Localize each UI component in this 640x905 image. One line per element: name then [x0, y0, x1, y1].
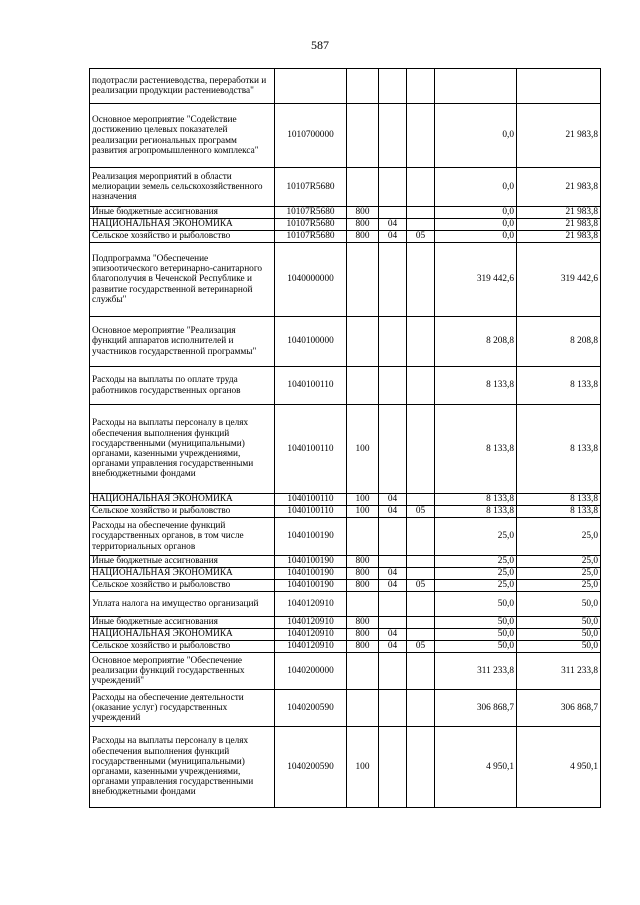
row-subsection — [407, 317, 435, 367]
row-expense-type: 800 — [347, 629, 379, 641]
row-sum-1: 306 868,7 — [435, 690, 517, 727]
row-sum-1: 50,0 — [435, 641, 517, 653]
row-code: 10107R5680 — [275, 231, 347, 243]
row-sum-1: 50,0 — [435, 629, 517, 641]
row-sum-2: 50,0 — [517, 592, 601, 617]
row-name: НАЦИОНАЛЬНАЯ ЭКОНОМИКА — [90, 629, 275, 641]
table-row — [90, 231, 601, 243]
row-sum-2: 21 983,8 — [517, 168, 601, 207]
table-row — [90, 518, 601, 556]
row-sum-1: 25,0 — [435, 556, 517, 568]
table-body — [90, 69, 601, 808]
row-name: Сельское хозяйство и рыболовство — [90, 231, 275, 243]
row-expense-type: 800 — [347, 568, 379, 580]
row-expense-type: 800 — [347, 207, 379, 219]
row-name: Расходы на выплаты персоналу в целях обеспечения выполнения функций государственными (муниципальными) органами, казенными учреждениями, органами управления государственными внебюджетными фондами — [90, 727, 275, 808]
row-subsection — [407, 405, 435, 494]
row-subsection — [407, 592, 435, 617]
row-name: подотрасли растениеводства, переработки и реализации продукции растениеводства" — [90, 69, 275, 104]
row-code: 1040100110 — [275, 494, 347, 506]
row-subsection: 05 — [407, 580, 435, 592]
row-sum-1: 0,0 — [435, 231, 517, 243]
row-subsection — [407, 617, 435, 629]
row-section: 04 — [379, 506, 407, 518]
row-code: 1040120910 — [275, 641, 347, 653]
row-sum-2: 311 233,8 — [517, 653, 601, 690]
row-sum-2: 8 133,8 — [517, 405, 601, 494]
row-expense-type: 800 — [347, 580, 379, 592]
row-sum-1: 0,0 — [435, 207, 517, 219]
row-sum-2: 50,0 — [517, 617, 601, 629]
row-expense-type — [347, 367, 379, 405]
row-section: 04 — [379, 219, 407, 231]
row-code — [275, 69, 347, 104]
table-row — [90, 690, 601, 727]
row-sum-2: 306 868,7 — [517, 690, 601, 727]
row-section: 04 — [379, 641, 407, 653]
table-row — [90, 367, 601, 405]
row-expense-type — [347, 653, 379, 690]
row-subsection — [407, 518, 435, 556]
row-subsection — [407, 629, 435, 641]
row-name: Расходы на обеспечение деятельности (оказание услуг) государственных учреждений — [90, 690, 275, 727]
row-sum-2: 21 983,8 — [517, 104, 601, 168]
row-expense-type — [347, 690, 379, 727]
row-sum-2: 4 950,1 — [517, 727, 601, 808]
row-sum-1: 8 133,8 — [435, 494, 517, 506]
row-section — [379, 690, 407, 727]
table-row — [90, 168, 601, 207]
row-sum-2: 25,0 — [517, 568, 601, 580]
row-expense-type: 800 — [347, 231, 379, 243]
row-sum-2: 21 983,8 — [517, 207, 601, 219]
table-row — [90, 506, 601, 518]
row-sum-2: 25,0 — [517, 518, 601, 556]
row-section — [379, 727, 407, 808]
row-subsection — [407, 168, 435, 207]
row-code: 1040200590 — [275, 690, 347, 727]
table-row — [90, 405, 601, 494]
row-code: 1040100110 — [275, 506, 347, 518]
row-name: Расходы на выплаты персоналу в целях обеспечения выполнения функций государственными (муниципальными) органами, казенными учреждениями, органами управления государственными внебюджетными фондами — [90, 405, 275, 494]
table-row — [90, 317, 601, 367]
row-section — [379, 405, 407, 494]
row-section — [379, 367, 407, 405]
row-code: 1040100110 — [275, 367, 347, 405]
row-expense-type — [347, 168, 379, 207]
row-sum-2: 50,0 — [517, 641, 601, 653]
row-code: 1040120910 — [275, 617, 347, 629]
row-code: 10107R5680 — [275, 168, 347, 207]
row-sum-2: 25,0 — [517, 556, 601, 568]
table-row — [90, 617, 601, 629]
row-code: 1040100190 — [275, 518, 347, 556]
table-row — [90, 653, 601, 690]
row-section: 04 — [379, 494, 407, 506]
row-subsection — [407, 727, 435, 808]
row-section — [379, 317, 407, 367]
table-row — [90, 104, 601, 168]
row-subsection — [407, 556, 435, 568]
table-row — [90, 243, 601, 317]
row-code: 1040200000 — [275, 653, 347, 690]
row-expense-type — [347, 317, 379, 367]
table-row — [90, 69, 601, 104]
row-section — [379, 243, 407, 317]
row-expense-type — [347, 69, 379, 104]
row-subsection: 05 — [407, 506, 435, 518]
row-name: НАЦИОНАЛЬНАЯ ЭКОНОМИКА — [90, 219, 275, 231]
table-row — [90, 641, 601, 653]
row-sum-1: 0,0 — [435, 168, 517, 207]
table-row — [90, 207, 601, 219]
row-subsection: 05 — [407, 641, 435, 653]
row-sum-1: 8 133,8 — [435, 367, 517, 405]
row-name: Основное мероприятие "Обеспечение реализации функций государственных учреждений" — [90, 653, 275, 690]
row-name: Иные бюджетные ассигнования — [90, 617, 275, 629]
row-sum-1: 25,0 — [435, 580, 517, 592]
table-row — [90, 727, 601, 808]
row-code: 1040200590 — [275, 727, 347, 808]
row-name: Уплата налога на имущество организаций — [90, 592, 275, 617]
row-subsection — [407, 494, 435, 506]
row-sum-2: 8 133,8 — [517, 506, 601, 518]
row-sum-1: 25,0 — [435, 568, 517, 580]
table-row — [90, 494, 601, 506]
row-sum-2: 21 983,8 — [517, 219, 601, 231]
row-expense-type: 800 — [347, 617, 379, 629]
table-row — [90, 592, 601, 617]
row-name: Расходы на выплаты по оплате труда работников государственных органов — [90, 367, 275, 405]
row-name: Основное мероприятие "Реализация функций аппаратов исполнителей и участников государственной программы" — [90, 317, 275, 367]
row-sum-1: 0,0 — [435, 219, 517, 231]
row-expense-type — [347, 592, 379, 617]
row-section — [379, 207, 407, 219]
row-subsection — [407, 219, 435, 231]
page-number: 587 — [311, 38, 329, 52]
row-name: Подпрограмма "Обеспечение эпизоотического ветеринарно-санитарного благополучия в Чеченской Республике и развитие государственной ветеринарной службы" — [90, 243, 275, 317]
row-name: Сельское хозяйство и рыболовство — [90, 580, 275, 592]
row-sum-2: 25,0 — [517, 580, 601, 592]
row-subsection — [407, 367, 435, 405]
row-section: 04 — [379, 568, 407, 580]
row-name: Расходы на обеспечение функций государственных органов, в том числе территориальных органов — [90, 518, 275, 556]
row-sum-2: 50,0 — [517, 629, 601, 641]
row-sum-1: 50,0 — [435, 592, 517, 617]
table-row — [90, 219, 601, 231]
row-section — [379, 592, 407, 617]
row-expense-type: 800 — [347, 641, 379, 653]
row-code: 1040120910 — [275, 629, 347, 641]
row-sum-2: 8 208,8 — [517, 317, 601, 367]
row-subsection — [407, 653, 435, 690]
row-code: 1040120910 — [275, 592, 347, 617]
row-section: 04 — [379, 629, 407, 641]
row-code: 1040100110 — [275, 405, 347, 494]
row-name: НАЦИОНАЛЬНАЯ ЭКОНОМИКА — [90, 494, 275, 506]
budget-table — [89, 68, 601, 808]
table-row — [90, 556, 601, 568]
row-code: 1010700000 — [275, 104, 347, 168]
row-section — [379, 168, 407, 207]
row-code: 10107R5680 — [275, 219, 347, 231]
row-section — [379, 617, 407, 629]
row-code: 1040100190 — [275, 556, 347, 568]
row-expense-type: 800 — [347, 556, 379, 568]
row-section: 04 — [379, 580, 407, 592]
row-sum-1: 319 442,6 — [435, 243, 517, 317]
row-sum-1: 8 133,8 — [435, 506, 517, 518]
row-name: Сельское хозяйство и рыболовство — [90, 506, 275, 518]
row-expense-type: 100 — [347, 494, 379, 506]
row-code: 1040100190 — [275, 568, 347, 580]
row-subsection: 05 — [407, 231, 435, 243]
row-expense-type: 100 — [347, 727, 379, 808]
row-sum-1 — [435, 69, 517, 104]
row-name: Иные бюджетные ассигнования — [90, 207, 275, 219]
row-section — [379, 69, 407, 104]
row-section — [379, 556, 407, 568]
row-subsection — [407, 568, 435, 580]
row-subsection — [407, 690, 435, 727]
row-expense-type — [347, 104, 379, 168]
table-row — [90, 580, 601, 592]
row-expense-type: 100 — [347, 405, 379, 494]
row-sum-1: 4 950,1 — [435, 727, 517, 808]
row-name: НАЦИОНАЛЬНАЯ ЭКОНОМИКА — [90, 568, 275, 580]
row-subsection — [407, 243, 435, 317]
row-sum-1: 8 208,8 — [435, 317, 517, 367]
row-code: 1040100000 — [275, 317, 347, 367]
row-sum-1: 50,0 — [435, 617, 517, 629]
row-name: Иные бюджетные ассигнования — [90, 556, 275, 568]
row-section — [379, 653, 407, 690]
row-name: Сельское хозяйство и рыболовство — [90, 641, 275, 653]
row-section: 04 — [379, 231, 407, 243]
table-row — [90, 568, 601, 580]
row-sum-1: 8 133,8 — [435, 405, 517, 494]
row-subsection — [407, 69, 435, 104]
row-code: 1040000000 — [275, 243, 347, 317]
row-expense-type — [347, 243, 379, 317]
row-subsection — [407, 104, 435, 168]
row-sum-2 — [517, 69, 601, 104]
row-section — [379, 104, 407, 168]
row-sum-1: 25,0 — [435, 518, 517, 556]
table-row — [90, 629, 601, 641]
row-name: Основное мероприятие "Содействие достижению целевых показателей реализации региональных программ развития агропромышленного комплекса" — [90, 104, 275, 168]
row-sum-1: 311 233,8 — [435, 653, 517, 690]
row-section — [379, 518, 407, 556]
row-sum-2: 8 133,8 — [517, 367, 601, 405]
row-code: 10107R5680 — [275, 207, 347, 219]
row-expense-type — [347, 518, 379, 556]
row-sum-1: 0,0 — [435, 104, 517, 168]
row-expense-type: 100 — [347, 506, 379, 518]
row-code: 1040100190 — [275, 580, 347, 592]
row-sum-2: 21 983,8 — [517, 231, 601, 243]
row-sum-2: 319 442,6 — [517, 243, 601, 317]
row-sum-2: 8 133,8 — [517, 494, 601, 506]
row-subsection — [407, 207, 435, 219]
row-name: Реализация мероприятий в области мелиорации земель сельскохозяйственного назначения — [90, 168, 275, 207]
row-expense-type: 800 — [347, 219, 379, 231]
